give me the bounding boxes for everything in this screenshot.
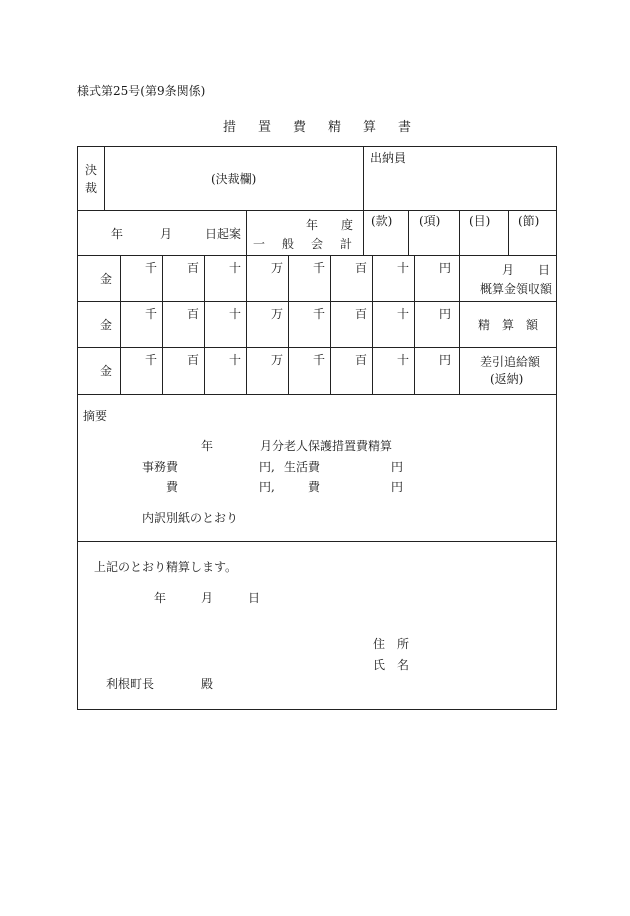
other-cost-label-2: 費: [308, 480, 321, 494]
declaration-day: 日: [248, 591, 261, 605]
kessai-field: (決裁欄): [211, 172, 257, 186]
other-cost-label-1: 費: [166, 480, 179, 494]
rule-amount-col: [288, 255, 289, 394]
kessai-label-bottom: 裁: [85, 181, 98, 195]
moku-label: (目): [469, 214, 491, 228]
title-char: 費: [293, 120, 307, 135]
settlement-amount-label: 精 算 額: [478, 318, 539, 332]
title-char: 精: [328, 120, 342, 135]
rule-draft-divider: [246, 210, 247, 255]
rule-amount-col: [414, 255, 415, 394]
suitoin-label: 出納員: [370, 151, 407, 165]
rule-amount-col: [459, 255, 460, 394]
rule-amount-1: [77, 301, 557, 302]
rule-amount-col: [162, 255, 163, 394]
declaration-year: 年: [154, 591, 167, 605]
rule-amount-col: [246, 255, 247, 394]
title-char: 置: [258, 120, 272, 135]
title-char: 算: [363, 120, 377, 135]
receipt-date: 月 日: [502, 263, 551, 277]
rule-draft-bottom: [77, 255, 557, 256]
difference-label: 差引追給額: [480, 355, 541, 369]
rule-summary-bottom: [77, 541, 557, 542]
name-label: 氏 名: [373, 658, 410, 672]
kou-label: (項): [419, 214, 441, 228]
rule-kan-divider: [408, 210, 409, 255]
declaration-statement: 上記のとおり精算します。: [94, 560, 238, 574]
form-number: 様式第25号(第9条関係): [77, 84, 206, 98]
draft-month: 月: [160, 227, 173, 241]
rule-amount-col: [330, 255, 331, 394]
rule-kessai-suitoin: [363, 146, 364, 210]
breakdown-note: 内訳別紙のとおり: [142, 511, 239, 525]
jimuhi-label: 事務費: [142, 460, 179, 474]
rule-kou-divider: [459, 210, 460, 255]
summary-label: 摘要: [83, 409, 108, 423]
addressee: 利根町長: [106, 677, 155, 691]
rule-fiscal-divider: [363, 210, 364, 255]
address-label: 住 所: [373, 637, 410, 651]
dono: 殿: [201, 677, 214, 691]
summary-title: 月分老人保護措置費精算: [260, 439, 393, 453]
draft-day-kian: 日起案: [205, 227, 242, 241]
summary-year: 年: [201, 439, 214, 453]
rule-kessai-label: [104, 146, 105, 210]
other-cost-yen-2: 円: [391, 480, 404, 494]
jimuhi-yen: 円,: [259, 460, 275, 474]
declaration-month: 月: [201, 591, 214, 605]
seikatsuhi-yen: 円: [391, 460, 404, 474]
rule-kessai-bottom: [77, 210, 557, 211]
kan-label: (款): [371, 214, 393, 228]
title-char: 書: [398, 120, 412, 135]
advance-receipt-label: 概算金領収額: [480, 282, 553, 296]
kin-label: 金: [100, 318, 113, 332]
seikatsuhi-label: 生活費: [284, 460, 321, 474]
refund-label: (返納): [490, 372, 524, 386]
other-cost-yen-1: 円,: [259, 480, 275, 494]
kin-label: 金: [100, 272, 113, 286]
rule-moku-divider: [508, 210, 509, 255]
rule-amount-col: [204, 255, 205, 394]
fiscal-year: 年: [306, 218, 319, 232]
kessai-label-top: 決: [85, 163, 98, 177]
rule-amount-3: [77, 394, 557, 395]
fiscal-do: 度: [341, 218, 354, 232]
kin-label: 金: [100, 364, 113, 378]
rule-amount-col: [372, 255, 373, 394]
draft-year: 年: [111, 227, 124, 241]
rule-amount-col: [120, 255, 121, 394]
rule-amount-2: [77, 347, 557, 348]
title-char: 措: [223, 120, 237, 135]
setsu-label: (節): [518, 214, 540, 228]
